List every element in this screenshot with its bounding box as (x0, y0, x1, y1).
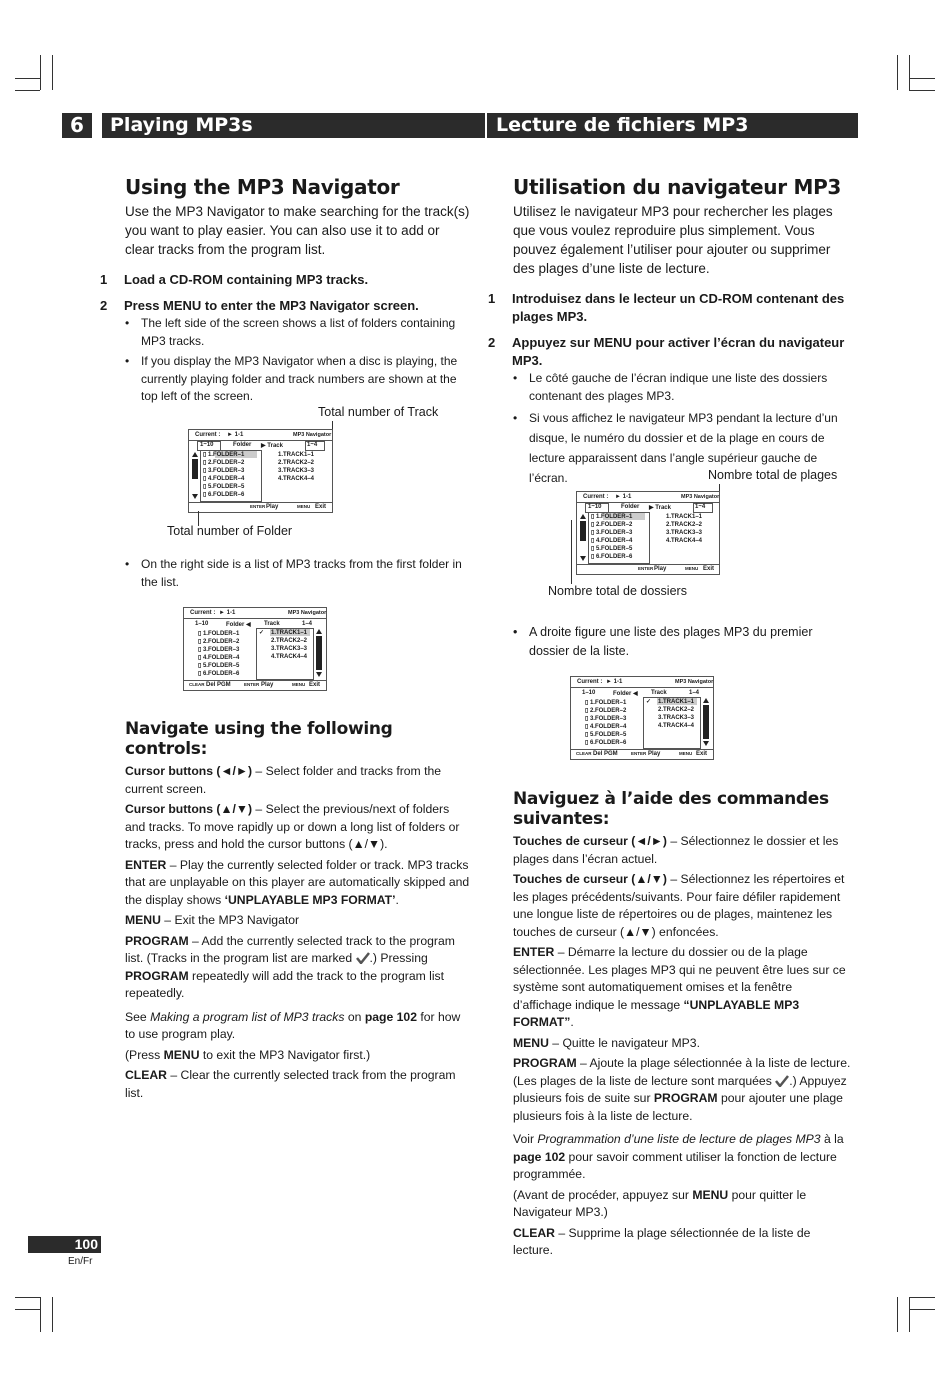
step-text: Appuyez sur MENU pour activer l’écran du navigateur MP3. (512, 335, 845, 368)
folder-item: ▯ 1.FOLDER–1 (591, 514, 633, 520)
folder-item: ▯ 2.FOLDER–2 (203, 460, 245, 466)
step-1-en (100, 271, 470, 289)
bullet-text: On the right side is a list of MP3 tracks from the first folder in the list. (141, 557, 462, 589)
enter-key: ENTER (250, 504, 266, 509)
folder-range: 1–10 (195, 621, 209, 627)
step-2-en (100, 297, 470, 315)
language-code: En/Fr (68, 1256, 93, 1267)
track-header-label: Track (267, 443, 283, 449)
folder-item: ▯ 2.FOLDER–2 (591, 522, 633, 528)
track-range: 1~4 (307, 442, 318, 448)
folder-item: ▯ 3.FOLDER–3 (203, 468, 245, 474)
enter-key: ENTER (638, 566, 654, 571)
screen-title: MP3 Navigator (681, 494, 720, 500)
press-menu-note-en: (Press MENU to exit the MP3 Navigator first.) (125, 1047, 371, 1062)
folder-item: ▯ 4.FOLDER–4 (198, 655, 240, 661)
play-label: Play (261, 682, 274, 688)
bullet-text: The left side of the screen shows a list of folders containing MP3 tracks. (141, 316, 456, 348)
crop-mark (15, 1309, 40, 1310)
track-item: 4.TRACK4–4 (658, 723, 695, 729)
folder-item: ▯ 5.FOLDER–5 (198, 663, 240, 669)
header-left (102, 113, 485, 138)
folder-item: ▯ 5.FOLDER–5 (585, 732, 627, 738)
exit-label: Exit (696, 751, 708, 757)
scroll-up-icon (580, 514, 586, 519)
folder-range: 1~10 (588, 504, 602, 510)
exit-label: Exit (315, 504, 327, 510)
control-clear-en: CLEAR – Clear the currently selected track from the program list. (125, 1068, 456, 1100)
press-menu-note-fr: (Avant de procéder, appuyez sur MENU pour quitter le Navigateur MP3.) (513, 1187, 807, 1219)
caption-track-fr: Nombre total de plages (708, 468, 838, 482)
clear-key: CLEAR (189, 682, 205, 687)
crop-mark (15, 90, 40, 91)
caption-folder-fr: Nombre total de dossiers (548, 584, 687, 598)
crop-mark (909, 1297, 910, 1332)
page-number: 100 (28, 1236, 101, 1253)
bullet-dot: • (513, 625, 518, 639)
section-title-en: Using the MP3 Navigator (125, 175, 400, 199)
scroll-up-icon (703, 698, 709, 703)
navigator-screen-folders-fr (576, 491, 720, 575)
folder-range: 1–10 (582, 690, 596, 696)
control-cursor-lr-en: Cursor buttons (◄/►) – Select folder and tracks from the current screen. (125, 764, 442, 796)
bullet-dot: • (513, 411, 518, 425)
menu-key: MENU (292, 682, 306, 687)
control-menu-en: MENU – Exit the MP3 Navigator (125, 913, 300, 927)
step-2-fr (488, 334, 853, 370)
bullet-dot: • (513, 371, 518, 385)
current-playing: ► 1-1 (227, 432, 244, 438)
folder-header: Folder (233, 442, 252, 448)
divider (571, 687, 713, 688)
step-text: Press MENU to enter the MP3 Navigator screen. (124, 298, 419, 313)
folder-item: ▯ 3.FOLDER–3 (198, 647, 240, 653)
scrollbar (316, 636, 322, 670)
folder-item: ▯ 2.FOLDER–2 (198, 639, 240, 645)
crop-mark (909, 78, 935, 79)
track-item: 3.TRACK3–3 (278, 468, 315, 474)
folder-item: ▯ 4.FOLDER–4 (585, 724, 627, 730)
screen-title: MP3 Navigator (293, 432, 332, 438)
controls-title-fr: Naviguez à l’aide des commandes suivantes: (513, 789, 829, 829)
step-number: 1 (488, 291, 496, 306)
screen-title: MP3 Navigator (288, 610, 327, 616)
scroll-up-icon (316, 629, 322, 634)
controls-fr (513, 789, 853, 1260)
bullet-en-3 (125, 556, 470, 591)
navigator-screen-folders-en (188, 429, 333, 513)
del-pgm-label: Del PGM (593, 751, 618, 757)
control-program-en: PROGRAM – Add the currently selected track to the program list. (Tracks in the program list are marked .) Pressing PROGRAM repeatedly will add the track to the program list repeatedly. (125, 933, 455, 1000)
track-header: Track (651, 690, 667, 696)
divider (184, 680, 326, 681)
navigator-screen-tracks-en (183, 607, 327, 691)
folder-header: Folder ◀ (613, 691, 638, 697)
track-item: 1.TRACK1–1 (271, 630, 308, 636)
bullet-dot: • (125, 557, 130, 571)
current-playing: ► 1-1 (606, 679, 623, 685)
track-item: 4.TRACK4–4 (271, 654, 308, 660)
track-range: 1~4 (695, 504, 706, 510)
enter-key: ENTER (244, 682, 260, 687)
play-label: Play (266, 504, 279, 510)
scrollbar (192, 459, 198, 479)
crop-mark (40, 55, 41, 90)
folder-item: ▯ 1.FOLDER–1 (585, 700, 627, 706)
track-range: 1–4 (689, 690, 700, 696)
control-menu-fr: MENU – Quitte le navigateur MP3. (513, 1035, 700, 1050)
track-item: 2.TRACK2–2 (271, 638, 308, 644)
scrollbar (580, 521, 586, 541)
scroll-down-icon (580, 556, 586, 561)
folder-item: ▯ 3.FOLDER–3 (585, 716, 627, 722)
enter-key: ENTER (631, 751, 647, 756)
bullet-en-3-wrap (125, 556, 470, 591)
divider (571, 749, 713, 750)
intro-fr: Utilisez le navigateur MP3 pour rechercher les plages que vous voulez reproduire plus simplement. Vous pouvez également l’utiliser pour ajouter ou supprimer des plages d’une liste de lecture. (513, 204, 833, 276)
crop-mark (909, 1309, 935, 1310)
navigator-screen-tracks-fr (570, 676, 714, 760)
caption-folder-en: Total number of Folder (167, 524, 293, 538)
bullet-fr-1 (513, 370, 853, 405)
scroll-down-icon (192, 494, 198, 499)
control-program-fr: PROGRAM – Ajoute la plage sélectionnée à la liste de lecture. (Les plages de la liste de lecture sont marquées .) Appuyez plusieurs fois de suite sur PROGRAM pour ajouter une plage plusieurs fois à la liste de lecture. (513, 1056, 851, 1123)
divider (577, 564, 719, 565)
step-number: 1 (100, 272, 108, 287)
bullet-dot: • (125, 316, 130, 330)
bullet-text: Si vous affichez le navigateur MP3 pendant la lecture d’un disque, le numéro du dossier et de la plage en cours de lecture apparaissent dans l’angle supérieur gauche de l’écran. (529, 411, 838, 485)
track-header: ▶ Track (649, 505, 671, 511)
track-header-label: Track (655, 505, 671, 511)
header-left-title: Playing MP3s (110, 114, 253, 136)
folder-item: ▯ 2.FOLDER–2 (585, 708, 627, 714)
play-label: Play (648, 751, 661, 757)
bullet-text: If you display the MP3 Navigator when a disc is playing, the currently playing folder and track numbers are shown at the top left of the screen. (141, 354, 458, 403)
leader-line (571, 520, 572, 584)
track-item: 2.TRACK2–2 (278, 460, 315, 466)
current-label: Current : (583, 494, 609, 500)
controls-title-en: Navigate using the following controls: (125, 719, 393, 759)
step-number: 2 (488, 335, 496, 350)
folder-header: Folder (621, 504, 640, 510)
track-item: 2.TRACK2–2 (658, 707, 695, 713)
see-reference-en: See Making a program list of MP3 tracks on page 102 for how to use program play. (125, 1009, 461, 1041)
track-item: 3.TRACK3–3 (666, 530, 703, 536)
see-reference-fr: Voir Programmation d’une liste de lecture de plages MP3 à la page 102 pour savoir comment utiliser la fonction de lecture programmée. (513, 1132, 844, 1181)
scrollbar (703, 705, 709, 739)
bullet-text: A droite figure une liste des plages MP3 du premier dossier de la liste. (529, 625, 813, 658)
screen-title: MP3 Navigator (675, 679, 714, 685)
step-text: Load a CD-ROM containing MP3 tracks. (124, 272, 369, 287)
folder-item: ▯ 4.FOLDER–4 (591, 538, 633, 544)
control-cursor-lr-fr: Touches de curseur (◄/►) – Sélectionnez le dossier et les plages dans l’écran actuel. (513, 834, 839, 866)
check-mark-icon: ✓ (259, 630, 265, 636)
track-item: 1.TRACK1–1 (666, 514, 703, 520)
track-item: 1.TRACK1–1 (658, 699, 695, 705)
track-item: 4.TRACK4–4 (666, 538, 703, 544)
current-label: Current : (195, 432, 221, 438)
chapter-number: 6 (62, 113, 92, 138)
folder-header: Folder ◀ (226, 622, 251, 628)
crop-mark (909, 90, 935, 91)
current-label: Current : (577, 679, 603, 685)
crop-mark (52, 1297, 53, 1332)
header-right-title: Lecture de fichiers MP3 (496, 114, 749, 136)
step-text: Introduisez dans le lecteur un CD-ROM contenant des plages MP3. (512, 291, 845, 324)
bullet-text: Le côté gauche de l’écran indique une liste des dossiers contenant des plages MP3. (529, 371, 828, 403)
menu-key: MENU (297, 504, 311, 509)
current-playing: ► 1-1 (219, 610, 236, 616)
crop-mark (40, 1297, 41, 1332)
divider (184, 618, 326, 619)
track-item: 2.TRACK2–2 (666, 522, 703, 528)
control-cursor-ud-fr: Touches de curseur (▲/▼) – Sélectionnez les répertoires et les plages précédents/suivants. Pour faire défiler rapidement une longue liste de répertoires ou de plages, maintenez les touches de curseur (▲/▼) enfoncées. (513, 872, 845, 939)
track-item: 3.TRACK3–3 (271, 646, 308, 652)
control-enter-fr: ENTER – Démarre la lecture du dossier ou de la plage sélectionnée. Les plages MP3 qui ne peuvent être lues sur ce système sont automatiquement omises et la fenêtre d’affichage indique le message “UNPLAYABLE MP3 FORMAT”. (513, 945, 846, 1029)
play-label: Play (654, 566, 667, 572)
bullet-fr-3-wrap (513, 623, 848, 661)
folder-item: ▯ 3.FOLDER–3 (591, 530, 633, 536)
crop-mark (897, 1297, 898, 1332)
clear-key: CLEAR (576, 751, 592, 756)
folder-item: ▯ 6.FOLDER–6 (203, 492, 245, 498)
divider (189, 502, 332, 503)
menu-key: MENU (679, 751, 693, 756)
folder-item: ▯ 5.FOLDER–5 (203, 484, 245, 490)
section-title-fr: Utilisation du navigateur MP3 (513, 175, 842, 199)
folder-item: ▯ 1.FOLDER–1 (203, 452, 245, 458)
track-header: Track (264, 621, 280, 627)
step-number: 2 (100, 298, 108, 313)
bullet-fr-3 (513, 623, 848, 661)
bullet-dot: • (125, 354, 130, 368)
crop-mark (909, 55, 910, 90)
crop-mark (52, 55, 53, 90)
exit-label: Exit (309, 682, 321, 688)
track-range: 1–4 (302, 621, 313, 627)
folder-item: ▯ 4.FOLDER–4 (203, 476, 245, 482)
crop-mark (15, 1297, 40, 1298)
program-check-icon (775, 1075, 789, 1087)
bullet-en-2 (125, 353, 470, 406)
current-playing: ► 1-1 (615, 494, 632, 500)
caption-track-en: Total number of Track (318, 405, 439, 419)
exit-label: Exit (703, 566, 715, 572)
folder-item: ▯ 5.FOLDER–5 (591, 546, 633, 552)
scroll-down-icon (703, 741, 709, 746)
control-cursor-ud-en: Cursor buttons (▲/▼) – Select the previous/next of folders and tracks. To move rapidly up or down a long list of folders or tracks, press and hold the cursor buttons (▲/▼). (125, 802, 460, 851)
current-label: Current : (190, 610, 216, 616)
crop-mark (15, 78, 40, 79)
french-column (488, 175, 853, 488)
crop-mark (909, 1297, 935, 1298)
english-column (100, 175, 470, 406)
folder-item: ▯ 6.FOLDER–6 (591, 554, 633, 560)
folder-item: ▯ 1.FOLDER–1 (198, 631, 240, 637)
track-item: 1.TRACK1–1 (278, 452, 315, 458)
menu-key: MENU (685, 566, 699, 571)
folder-range: 1~10 (200, 442, 214, 448)
track-item: 4.TRACK4–4 (278, 476, 315, 482)
scroll-down-icon (316, 672, 322, 677)
track-header: ▶ Track (261, 443, 283, 449)
folder-item: ▯ 6.FOLDER–6 (585, 740, 627, 746)
step-1-fr (488, 290, 853, 326)
intro-en: Use the MP3 Navigator to make searching for the track(s) you want to play easier. You can also use it to add or clear tracks from the program list. (125, 204, 470, 257)
program-check-icon (356, 952, 370, 964)
header-right (487, 113, 858, 138)
del-pgm-label: Del PGM (206, 682, 231, 688)
controls-en (125, 719, 470, 1102)
scroll-up-icon (192, 452, 198, 457)
crop-mark (897, 55, 898, 90)
bullet-en-1 (125, 315, 470, 350)
control-clear-fr: CLEAR – Supprime la plage sélectionnée de la liste de lecture. (513, 1225, 811, 1257)
folder-item: ▯ 6.FOLDER–6 (198, 671, 240, 677)
track-item: 3.TRACK3–3 (658, 715, 695, 721)
check-mark-icon: ✓ (646, 699, 652, 705)
control-enter-en: ENTER – Play the currently selected folder or track. MP3 tracks that are unplayable on this player are automatically skipped and the display shows ‘UNPLAYABLE MP3 FORMAT’. (125, 857, 470, 907)
